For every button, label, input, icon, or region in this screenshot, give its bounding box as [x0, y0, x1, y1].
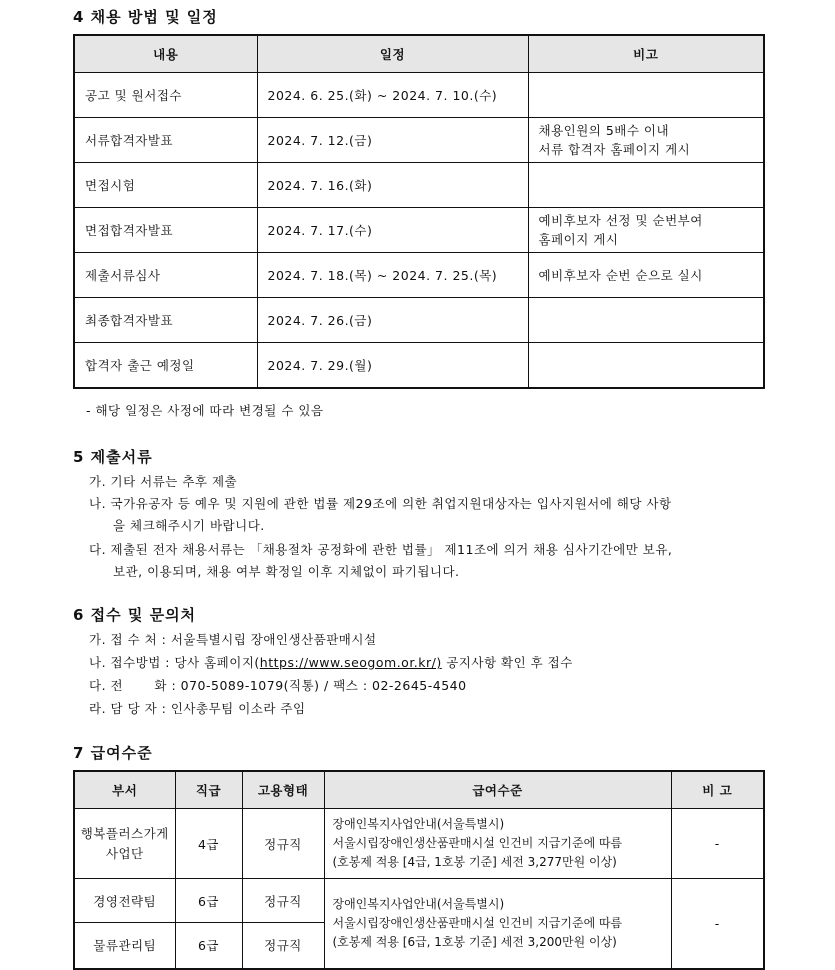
remark-line: 예비후보자 순번 순으로 실시 [538, 267, 703, 283]
remark-line: 홈페이지 게시 [538, 232, 619, 247]
salary-line3: (호봉제 적용 [6급, 1호봉 기준] 세전 3,200만원 이상) [332, 934, 617, 949]
header-employment-type: 고용형태 [242, 771, 324, 809]
section-5-title: 5 제출서류 [73, 448, 153, 466]
schedule-item-cell: 제출서류심사 [74, 253, 257, 298]
table-row [74, 253, 764, 298]
contact-method-suffix: 공지사항 확인 후 접수 [441, 655, 573, 670]
dept-name-line2: 사업단 [105, 845, 144, 861]
salary-line1: 장애인복지사업안내(서울특별시) [332, 896, 505, 911]
schedule-item-cell: 합격자 출근 예정일 [74, 343, 257, 389]
header-dept: 부서 [74, 771, 175, 809]
table-row [74, 879, 764, 923]
schedule-remark-cell [528, 163, 764, 208]
docs-item-da-cont: 보관, 이용되며, 채용 여부 확정일 이후 지체없이 파기됩니다. [113, 564, 460, 579]
remark-line: 채용인원의 5배수 이내 [538, 123, 670, 138]
dept-cell: 경영전략팀 [74, 879, 175, 923]
employment-type-cell: 정규직 [242, 809, 324, 879]
grade-cell: 4급 [175, 809, 242, 879]
schedule-remark-cell [528, 118, 764, 163]
table-row [74, 208, 764, 253]
header-content: 내용 [74, 35, 257, 73]
table-row [74, 343, 764, 389]
employment-type-cell: 정규직 [242, 879, 324, 923]
table-header-row [74, 35, 764, 73]
schedule-date-cell: 2024. 7. 12.(금) [257, 118, 528, 163]
docs-item-na-cont: 을 체크해주시기 바랍니다. [113, 518, 265, 533]
salary-line2: 서울시립장애인생산품판매시설 인건비 지급기준에 따름 [332, 915, 623, 930]
schedule-footnote: - 해당 일정은 사정에 따라 변경될 수 있음 [86, 403, 324, 418]
note-cell: - [671, 879, 764, 969]
dept-name-line1: 행복플러스가게 [80, 825, 169, 841]
section-7-title: 7 급여수준 [73, 744, 153, 762]
header-schedule: 일정 [257, 35, 528, 73]
dept-cell: 물류관리팀 [74, 923, 175, 969]
remark-line: 서류 합격자 홈페이지 게시 [538, 142, 691, 157]
section-4-title: 4 채용 방법 및 일정 [73, 8, 218, 26]
salary-cell [324, 879, 671, 969]
schedule-item-cell: 공고 및 원서접수 [74, 73, 257, 118]
schedule-item-cell: 면접합격자발표 [74, 208, 257, 253]
schedule-date-cell: 2024. 7. 26.(금) [257, 298, 528, 343]
section-6-title: 6 접수 및 문의처 [73, 606, 197, 624]
contact-phone: 다. 전 화 : 070-5089-1079(직통) / 팩스 : 02-2645-4540 [89, 678, 467, 693]
schedule-remark-cell [528, 208, 764, 253]
note-cell: - [671, 809, 764, 879]
header-salary: 급여수준 [324, 771, 671, 809]
docs-item-na: 나. 국가유공자 등 예우 및 지원에 관한 법률 제29조에 의한 취업지원대상자는 입사지원서에 해당 사항 [89, 496, 672, 511]
salary-header-row [74, 771, 764, 809]
header-grade: 직급 [175, 771, 242, 809]
contact-person: 라. 담 당 자 : 인사총무팀 이소라 주임 [89, 701, 306, 716]
table-row [74, 298, 764, 343]
schedule-remark-cell [528, 343, 764, 389]
schedule-date-cell: 2024. 7. 17.(수) [257, 208, 528, 253]
schedule-item-cell: 서류합격자발표 [74, 118, 257, 163]
schedule-date-cell: 2024. 6. 25.(화) ~ 2024. 7. 10.(수) [257, 73, 528, 118]
salary-line3: (호봉제 적용 [4급, 1호봉 기준] 세전 3,277만원 이상) [332, 855, 617, 869]
remark-line: 예비후보자 선정 및 순번부여 [538, 213, 703, 228]
schedule-date-cell: 2024. 7. 16.(화) [257, 163, 528, 208]
table-row [74, 809, 764, 879]
salary-table [73, 770, 765, 970]
grade-cell: 6급 [175, 923, 242, 969]
header-note: 비 고 [671, 771, 764, 809]
contact-method-prefix: 나. 접수방법 : 당사 홈페이지( [89, 655, 260, 670]
docs-item-ga: 가. 기타 서류는 추후 제출 [89, 474, 238, 489]
schedule-remark-cell [528, 298, 764, 343]
schedule-date-cell: 2024. 7. 29.(월) [257, 343, 528, 389]
schedule-item-cell: 면접시험 [74, 163, 257, 208]
header-remark: 비고 [528, 35, 764, 73]
schedule-item-cell: 최종합격자발표 [74, 298, 257, 343]
table-row [74, 118, 764, 163]
table-row [74, 163, 764, 208]
table-row [74, 73, 764, 118]
salary-cell [324, 809, 671, 879]
schedule-remark-cell [528, 73, 764, 118]
schedule-date-cell: 2024. 7. 18.(목) ~ 2024. 7. 25.(목) [257, 253, 528, 298]
salary-line1: 장애인복지사업안내(서울특별시) [332, 817, 505, 831]
docs-item-da: 다. 제출된 전자 채용서류는 「채용절차 공정화에 관한 법률」 제11조에 의거 채용 심사기간에만 보유, [89, 542, 673, 557]
salary-line2: 서울시립장애인생산품판매시설 인건비 지급기준에 따름 [332, 836, 623, 850]
employment-type-cell: 정규직 [242, 923, 324, 969]
dept-cell [74, 809, 175, 879]
homepage-link[interactable]: https://www.seogom.or.kr/) [259, 655, 442, 670]
schedule-remark-cell [528, 253, 764, 298]
schedule-table [73, 34, 765, 389]
contact-place: 가. 접 수 처 : 서울특별시립 장애인생산품판매시설 [89, 632, 377, 647]
contact-method [89, 653, 573, 671]
grade-cell: 6급 [175, 879, 242, 923]
